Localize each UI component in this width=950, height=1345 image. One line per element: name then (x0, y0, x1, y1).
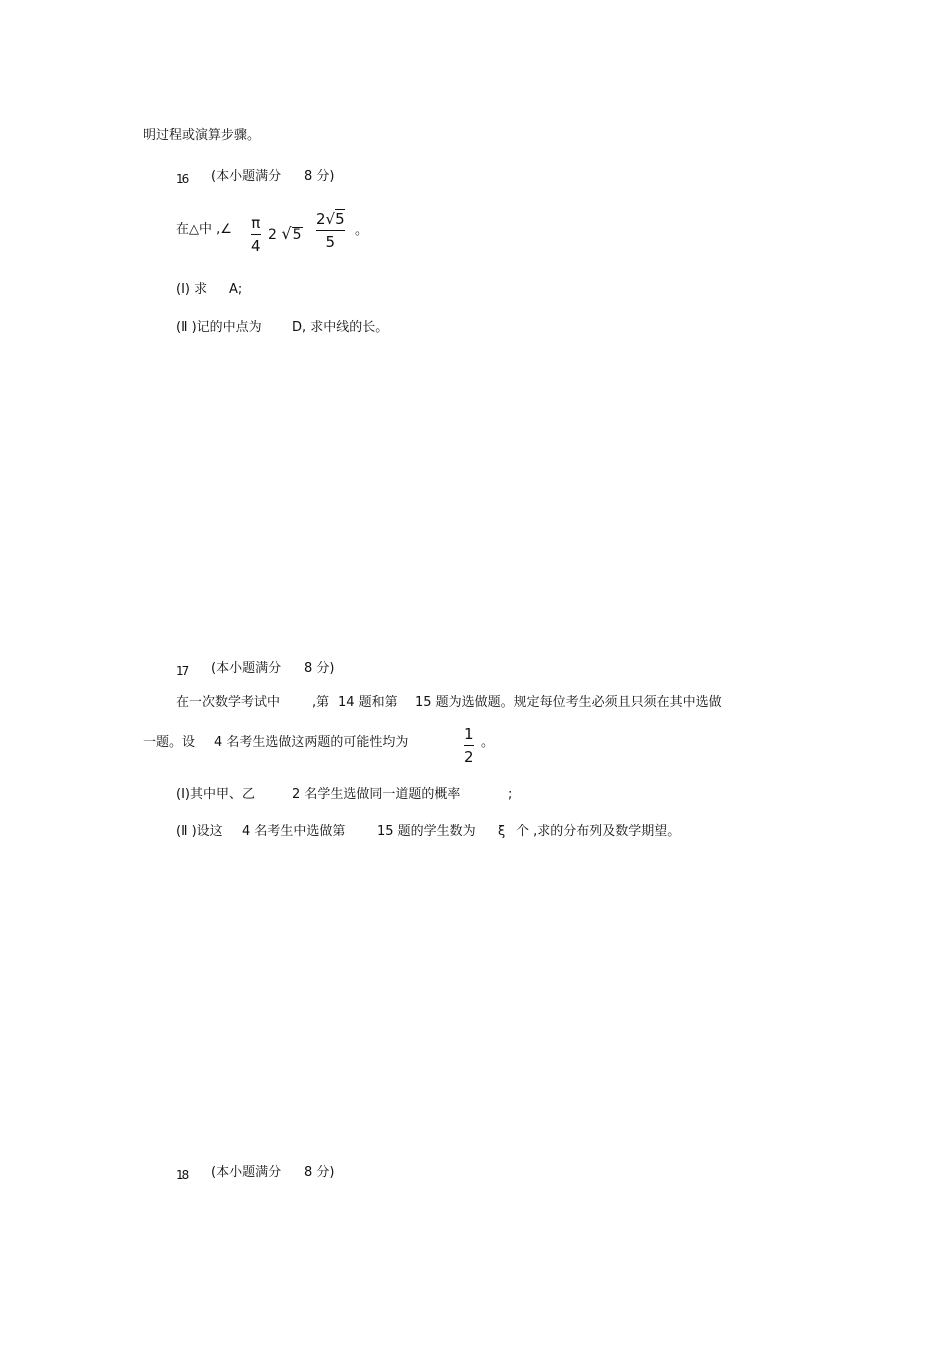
coefficient: 2 (268, 227, 277, 243)
q17-line1-b: ,第 (312, 695, 330, 710)
intro-line: 明过程或演算步骤。 (143, 128, 261, 143)
fraction-numerator (316, 210, 345, 228)
q16-score-label: (本小题满分 (211, 169, 282, 184)
q18-number: 18 (176, 1168, 188, 1182)
radical-icon: √ (281, 224, 292, 243)
coefficient: 2 (316, 210, 326, 228)
q17-number: 17 (176, 664, 188, 678)
q17-part2-b: 4 名考生中选做第 (242, 824, 346, 839)
q16-fraction-pi-over-4 (251, 214, 261, 255)
radicand: 5 (292, 227, 302, 243)
q17-part1-text: 2 名学生选做同一道题的概率 (292, 787, 461, 802)
q16-fraction-2root5-over-5 (316, 210, 345, 251)
q17-fraction-one-half (464, 725, 474, 766)
fraction-denominator: 5 (325, 233, 336, 251)
fraction-numerator: 1 (464, 725, 474, 743)
q17-score-points: 8 分) (304, 661, 335, 676)
q17-line2-a: 一题。设 (143, 735, 196, 750)
q16-part2-label: (Ⅱ )记的中点为 (176, 320, 262, 335)
fraction-bar (464, 745, 474, 746)
q17-part1-end: ; (508, 787, 513, 802)
q17-part2-xi: ξ (498, 824, 506, 839)
q16-part2-text: D, 求中线的长。 (292, 320, 389, 335)
fraction-bar (251, 234, 261, 235)
q16-part1-text: A; (229, 282, 243, 297)
q17-line1-a: 在一次数学考试中 (176, 695, 281, 710)
fraction-denominator: 2 (464, 748, 474, 766)
q17-part2-c: 15 题的学生数为 (377, 824, 476, 839)
q16-stem-end: 。 (355, 223, 369, 238)
q17-part2-label: (Ⅱ )设这 (176, 824, 223, 839)
q17-line1-c: 14 题和第 (338, 695, 398, 710)
q17-line2-b: 4 名考生选做这两题的可能性均为 (214, 735, 409, 750)
q16-score-points: 8 分) (304, 169, 335, 184)
q18-score-points: 8 分) (304, 1165, 335, 1180)
radical-icon: √ (325, 210, 336, 228)
pi-symbol: π (251, 214, 261, 232)
q17-line2-end: 。 (481, 735, 495, 750)
q17-score-label: (本小题满分 (211, 661, 282, 676)
q16-stem: 在△中 ,∠ (176, 222, 232, 237)
q17-part2-e: 个 ,求的分布列及数学期望。 (516, 824, 681, 839)
fraction-bar (316, 230, 345, 231)
q17-line1-d: 15 题为选做题。规定每位考生必须且只须在其中选做 (415, 695, 722, 710)
q16-two-root-five (268, 224, 303, 243)
q17-part1-label: (Ⅰ)其中甲、乙 (176, 787, 255, 802)
q18-score-label: (本小题满分 (211, 1165, 282, 1180)
radicand: 5 (335, 210, 345, 228)
q16-part1-label: (Ⅰ) 求 (176, 282, 208, 297)
fraction-denominator: 4 (251, 237, 261, 255)
q16-number: 16 (176, 172, 188, 186)
